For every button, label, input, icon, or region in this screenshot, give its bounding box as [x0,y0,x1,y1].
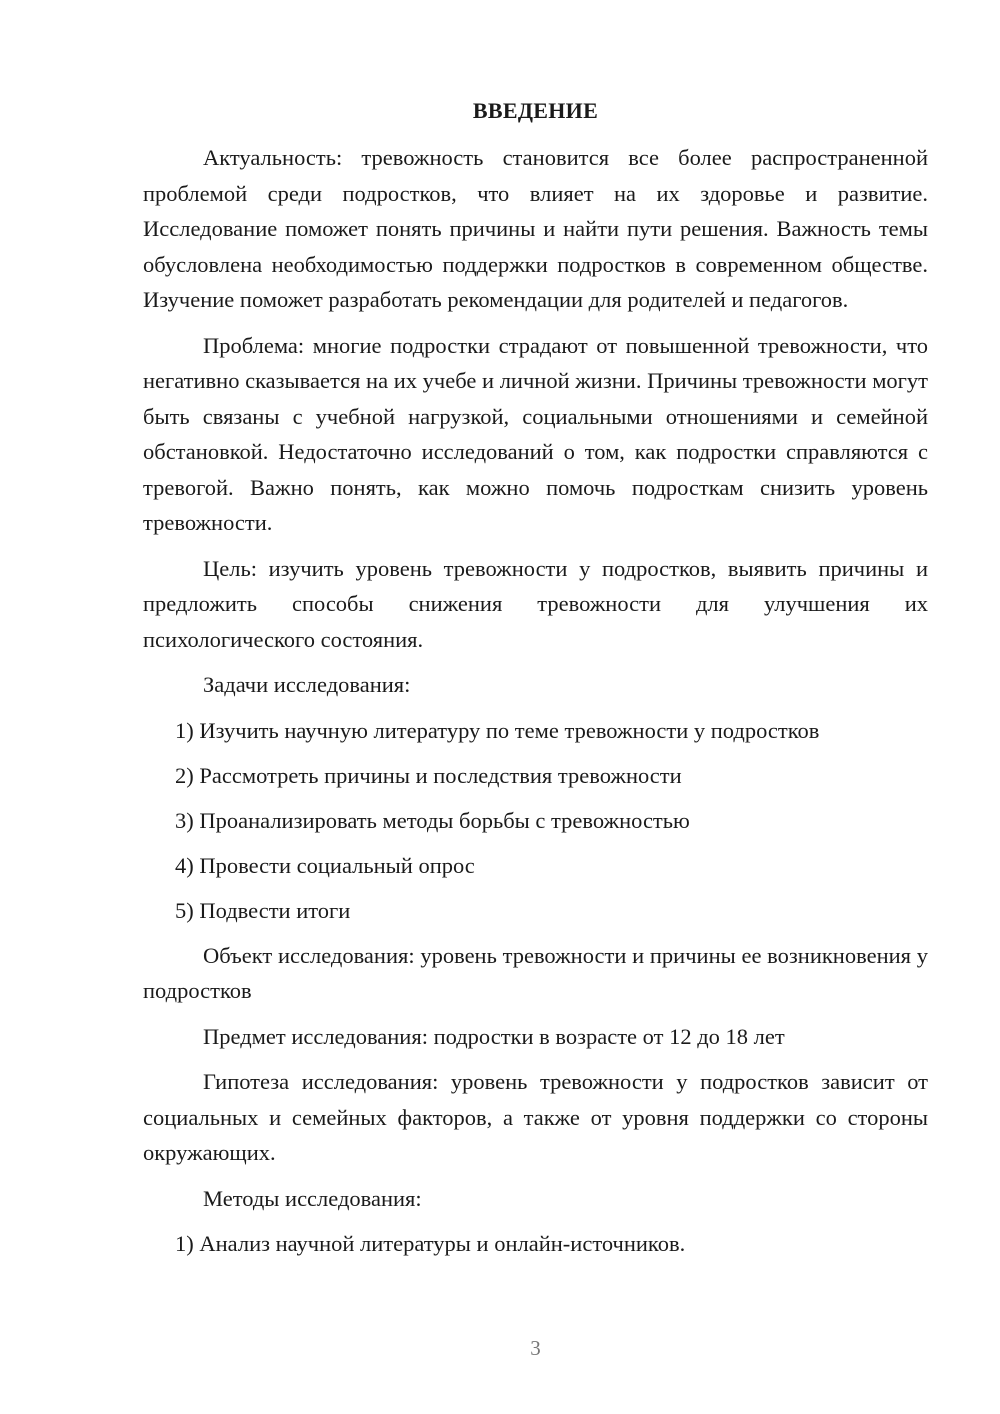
task-item-5: 5) Подвести итоги [175,897,351,923]
tasks-heading: Задачи исследования: [203,672,411,697]
task-item-2: 2) Рассмотреть причины и последствия тревожности [175,762,682,788]
subject-paragraph: Предмет исследования: подростки в возрасте от 12 до 18 лет [203,1023,785,1049]
task-item-1: 1) Изучить научную литературу по теме тревожности у подростков [175,717,820,743]
page-title: ВВЕДЕНИЕ [472,98,599,123]
problem-paragraph: Проблема: многие подростки страдают от повышенной тревожности, что негативно сказывается на их учебе и личной жизни. Причины тревожности могут быть связаны с учебной нагрузкой, социальными отношениями и семейной обстановкой. Недостаточно исследований о том, как подростки справляются с тревогой. Важно понять, как можно помочь подросткам снизить уровень тревожности. [143,332,928,535]
task-item-3: 3) Проанализировать методы борьбы с тревожностью [175,807,690,833]
relevance-paragraph: Актуальность: тревожность становится все более распространенной проблемой среди подростков, что влияет на их здоровье и развитие. Исследование поможет понять причины и найти пути решения. Важность темы обусловлена необходимостью поддержки подростков в современном обществе. Изучение поможет разработать рекомендации для родителей и педагогов. [143,145,928,312]
document-body [143,140,928,1271]
page-number: 3 [530,1336,541,1360]
task-item-4: 4) Провести социальный опрос [175,852,475,878]
goal-paragraph: Цель: изучить уровень тревожности у подростков, выявить причины и предложить способы снижения тревожности для улучшения их психологического состояния. [143,555,928,652]
method-item-1: 1) Анализ научной литературы и онлайн-источников. [175,1231,686,1256]
object-paragraph: Объект исследования: уровень тревожности и причины ее возникновения у подростков [143,942,928,1003]
methods-heading: Методы исследования: [203,1185,422,1211]
hypothesis-paragraph: Гипотеза исследования: уровень тревожности у подростков зависит от социальных и семейных факторов, а также от уровня поддержки со стороны окружающих. [143,1069,928,1165]
